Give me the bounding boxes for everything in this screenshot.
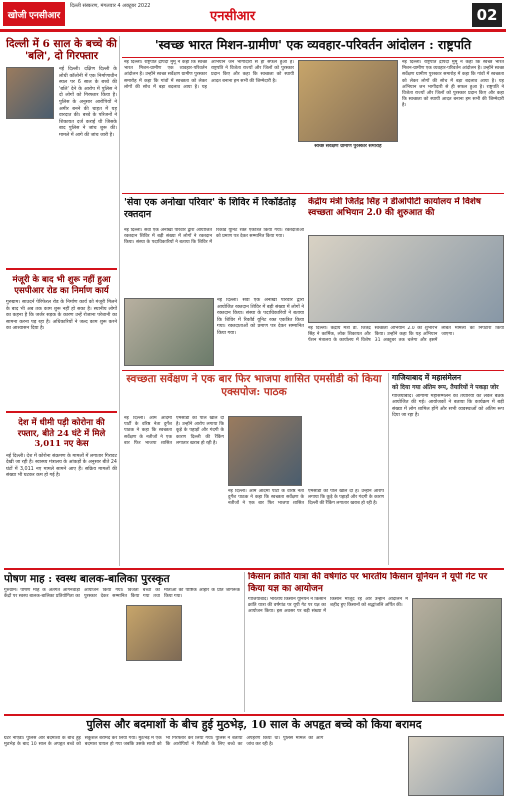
survey-headline: स्वच्छता सर्वेक्षण ने एक बार फिर भाजपा शासित एमसीडी को किया एक्सपोज: पाठक	[126, 373, 382, 398]
lead-body-cont: नई दिल्ली। राष्ट्रपति द्रौपदी मुर्मू ने कहा कि स्वच्छ भारत मिशन-ग्रामीण एक व्यवहार-परिवर्तन आंदोलन है। उन्होंने स्वच्छ सर्वेक्षण ग्रामीण पुरस्कार समारोह में कहा कि गांवों में स्वच्छता को लेकर लोगों की सोच में बड़ा बदलाव आया है। यह अभियान जन भागीदारी से ही सफल हुआ है। राष्ट्रपति ने विजेता राज्यों और जिलों को पुरस्कार प्रदान किए और कहा कि स्वच्छता को स्थायी आदत बनाना हम सभी की जिम्मेदारी है।	[402, 60, 504, 109]
bottom-body: ग्रेटर नोएडा। पुलिस और बदमाशों के बीच हुई मुठभेड़ के बाद 10 साल के अपहृत बच्चे को सकुशल बरामद कर लिया गया। मुठभेड़ में एक बदमाश घायल हो गया जबकि उसके साथी को भी गिरफ्तार कर लिया गया। पुलिस ने बताया कि आरोपियों ने फिरौती के लिए बच्चे का अपहरण किया था। पुलिस मामले की आगे जांच कर रही है।	[4, 736, 324, 748]
kisan-body: गाजियाबाद। भारतीय किसान यूनियन ने किसान क्रांति यात्रा की वर्षगांठ पर यूपी गेट पर यज्ञ का आयोजन किया। इस अवसर पर बड़ी संख्या में किसान मौजूद रहे और उन्होंने आंदोलन में शहीद हुए किसानों को श्रद्धांजलि अर्पित की।	[248, 597, 408, 615]
lead-body: नई दिल्ली। राष्ट्रपति द्रौपदी मुर्मू ने कहा कि स्वच्छ भारत मिशन-ग्रामीण एक व्यवहार-परिवर्तन आंदोलन है। उन्होंने स्वच्छ सर्वेक्षण ग्रामीण पुरस्कार समारोह में कहा कि गांवों में स्वच्छता को लेकर लोगों की सोच में बड़ा बदलाव आया है। यह अभियान जन भागीदारी से ही सफल हुआ है। राष्ट्रपति ने विजेता राज्यों और जिलों को पुरस्कार प्रदान किए और कहा कि स्वच्छता को स्थायी आदत बनाना हम सभी की जिम्मेदारी है।	[124, 60, 294, 90]
ghaziabad-subhead: को दिया गया अंतिम रूप, तैयारियों ने पकड़ा जोर	[392, 384, 499, 391]
kisan-headline: किसान क्रांति यात्रा की वर्षगांठ पर भारतीय किसान यूनियन ने यूपी गेट पर किया यज्ञ का आयोजन	[248, 572, 488, 594]
story1-body: नई दिल्ली। दक्षिण दिल्ली के लोधी कॉलोनी में एक निर्माणाधीन स्थल पर 6 साल के बच्चे की 'बलि' देने के आरोप में पुलिस ने दो लोगों को गिरफ्तार किया है। पुलिस के अनुसार आरोपियों ने अमीर बनने की चाहत में यह वारदात की। बच्चे के परिजनों ने शिकायत दर्ज कराई थी जिसके बाद पुलिस ने जांच शुरू की। मामले में आगे की जांच जारी है।	[59, 67, 117, 138]
ghaziabad-headline: गाजियाबाद में महासंमेलन	[392, 373, 462, 382]
divider	[4, 568, 504, 570]
minister-body: नई दिल्ली। केंद्रीय मंत्री डॉ. जितेंद्र सिंह ने कार्मिक, लोक शिकायत और पेंशन मंत्रालय के कार्यालय में विशेष स्वच्छता अभियान 2.0 का शुभारंभ किया। उन्होंने कहा कि यह अभियान 31 अक्टूबर तक चलेगा और इसमें लंबित मामलों का निपटारा किया जाएगा।	[308, 326, 504, 344]
page-number: 02	[472, 3, 502, 27]
bottom-headline: पुलिस और बदमाशों के बीच हुई मुठभेड़, 10 साल के अपहृत बच्चे को किया बरामद	[86, 718, 422, 731]
story1-headline: दिल्ली में 6 साल के बच्चे की 'बलि', दो गिरफ्तार	[6, 38, 117, 62]
camp-body: नई दिल्ली। सेवा एक अनोखा परिवार द्वारा आयोजित रक्तदान शिविर में बड़ी संख्या में लोगों ने रक्तदान किया। संस्था के पदाधिकारियों ने बताया कि शिविर में रिकॉर्ड यूनिट रक्त एकत्रित किया गया। रक्तदाताओं को प्रमाण पत्र देकर सम्मानित किया गया।	[124, 228, 304, 246]
left-column	[4, 36, 120, 566]
story1-photo	[6, 67, 54, 119]
divider	[6, 411, 117, 413]
section-title: एनसीआर	[210, 9, 256, 24]
poshan-headline: पोषण माह : स्वस्थ बालक-बालिका पुरस्कृत	[4, 573, 170, 585]
poshan-box	[4, 572, 240, 712]
poshan-photo	[126, 605, 182, 661]
divider	[122, 193, 504, 194]
bottom-photo	[408, 736, 504, 796]
divider	[6, 268, 117, 270]
camp-body-2: नई दिल्ली। सेवा एक अनोखा परिवार द्वारा आयोजित रक्तदान शिविर में बड़ी संख्या में लोगों ने रक्तदान किया। संस्था के पदाधिकारियों ने बताया कि शिविर में रिकॉर्ड यूनिट रक्त एकत्रित किया गया। रक्तदाताओं को प्रमाण पत्र देकर सम्मानित किया गया।	[217, 298, 304, 336]
minister-photo	[308, 235, 504, 323]
survey-body: नई दिल्ली। आम आदमी पार्टी के वरिष्ठ नेता दुर्गेश पाठक ने कहा कि स्वच्छता सर्वेक्षण के नतीजों ने एक बार फिर भाजपा शासित एमसीडी की पोल खोल दी है। उन्होंने आरोप लगाया कि कूड़े के पहाड़ों और गंदगी के कारण दिल्ली की रैंकिंग लगातार खराब हो रही है।	[124, 416, 224, 446]
ghaziabad-body: गाजियाबाद। आगामी महासम्मेलन की तैयारियों को लेकर बैठक आयोजित की गई। आयोजकों ने बताया कि कार्यक्रम में बड़ी संख्या में लोग शामिल होंगे और सभी व्यवस्थाओं को अंतिम रूप दिया जा रहा है।	[392, 393, 504, 419]
lead-photo-caption: स्वच्छ सर्वेक्षण ग्रामीण पुरस्कार समारोह	[314, 144, 382, 149]
story3-body: नई दिल्ली। देश में कोरोना संक्रमण के मामलों में लगातार गिरावट देखी जा रही है। स्वास्थ्य मंत्रालय के आंकड़ों के अनुसार बीते 24 घंटों में 3,011 नए मामले सामने आए हैं। सक्रिय मामलों की संख्या भी घटकर कम हो गई है।	[6, 453, 117, 479]
survey-body-2: नई दिल्ली। आम आदमी पार्टी के वरिष्ठ नेता दुर्गेश पाठक ने कहा कि स्वच्छता सर्वेक्षण के नतीजों ने एक बार फिर भाजपा शासित एमसीडी की पोल खोल दी है। उन्होंने आरोप लगाया कि कूड़े के पहाड़ों और गंदगी के कारण दिल्ली की रैंकिंग लगातार खराब हो रही है।	[228, 489, 384, 507]
minister-headline: केंद्रीय मंत्री जितेंद्र सिंह ने डीओपीटी कार्यालय में विशेष स्वच्छता अभियान 2.0 की शुरुआत की	[308, 197, 481, 218]
lead-photo	[298, 60, 398, 142]
lead-banner	[120, 36, 506, 56]
story3-headline: देश में धीमी पड़ी कोरोना की रफ्तार, बीते 24 घंटे में मिले 3,011 नए केस	[17, 418, 106, 449]
divider	[122, 370, 504, 371]
kisan-photo	[412, 598, 502, 702]
masthead	[0, 0, 506, 32]
camp-photo	[124, 298, 214, 366]
survey-photo	[228, 416, 302, 486]
story2-headline: मंजूरी के बाद भी शुरू नहीं हुआ एसपीआर रोड का निर्माण कार्य	[12, 275, 111, 296]
brand-logo: खोजी एनसीआर	[3, 2, 65, 26]
date-line: दिल्ली संस्करण, मंगलवार 4 अक्टूबर 2022	[70, 3, 151, 9]
divider	[122, 57, 504, 58]
poshan-body: गुरुग्राम। पोषण माह के अंतर्गत आंगनवाड़ी केंद्रों पर स्वस्थ बालक-बालिका प्रतियोगिता का आयोजन किया गया। विजेता बच्चों को पुरस्कार देकर सम्मानित किया गया तथा माताओं को पौष्टिक आहार के प्रति जागरूक किया गया।	[4, 588, 240, 600]
divider	[4, 714, 504, 716]
camp-headline: 'सेवा एक अनोखा परिवार' के शिविर में रिकॉर्डतोड़ रक्तदान	[124, 197, 296, 220]
ghaziabad-box	[388, 373, 504, 565]
story2-body: गुरुग्राम। साउदर्न पेरिफेरल रोड के निर्माण कार्य को मंजूरी मिलने के बाद भी अब तक काम शुरू नहीं हो सका है। स्थानीय लोगों का कहना है कि जर्जर सड़क के कारण उन्हें रोजाना परेशानी का सामना करना पड़ रहा है। अधिकारियों ने जल्द काम शुरू करने का आश्वासन दिया है।	[6, 300, 117, 332]
lead-headline: 'स्वच्छ भारत मिशन-ग्रामीण' एक व्यवहार-परिवर्तन आंदोलन : राष्ट्रपति	[154, 37, 472, 52]
